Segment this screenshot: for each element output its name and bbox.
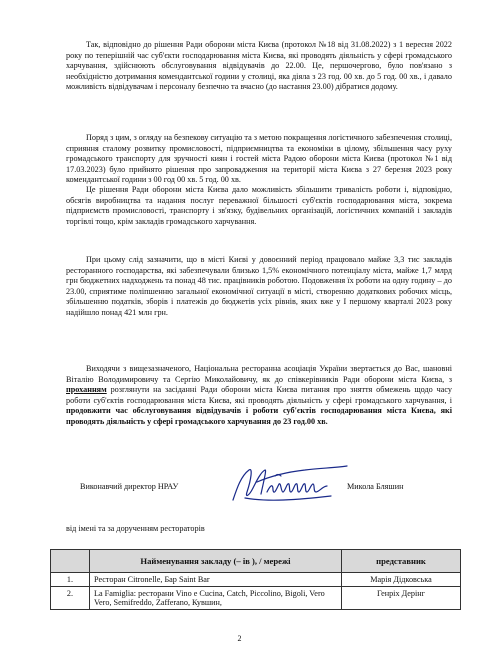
paragraph-restaurant-economics [66,255,452,318]
request-keyword: проханням [66,385,107,394]
establishment-name: Ресторан Citronelle, Бар Saint Bar [90,573,342,587]
paragraph-curfew-change [66,133,452,186]
representative-name: Генріх Дерінг [342,587,461,610]
table-row [51,587,461,610]
paragraph-text: Так, відповідно до рішення Ради оборони міста Києва (протокол №18 від 31.08.2022) з 1 вересня 2022 року по теперішній час суб'єкти господарювання міста Києва, які проводять діяльність у сфері громадського харчування, здійснюють обслуговування відвідувачів до 22.00. Це, першочергово, було пов'язано з необхідністю дотримання комендантської години у столиці, яка діяла з 23 год. 00 хв. до 5 год. 00 хв., і давало можливість відвідувачам і персоналу безпечно та вчасно (до настання 23.00) дібратися додому. [66,40,452,91]
column-header-number [51,550,90,573]
page-number: 2 [237,634,242,643]
paragraph-text: Це рішення Ради оборони міста Києва дало можливість збільшити тривалість роботи і, відповідно, обсягів виробництва та надання послуг переважної більшості суб'єктів господарювання міста, зокрема підприємств промисловості, транспорту і зв'язку, будівельних організацій, логістичних компаній і закладів торгівлі тощо, крім закладів громадського харчування. [66,185,452,226]
signatory-role: Виконавчий директор НРАУ [80,482,179,491]
row-number: 1. [51,573,90,587]
handwritten-signature [227,462,352,506]
establishment-name: La Famiglia: ресторани Vino e Cucina, Catch, Piccolino, Bigoli, Vero Vero, Semifreddo, Zafferano, Кувшин, [90,587,342,610]
restaurants-table [50,549,461,610]
paragraph-text: Поряд з цим, з огляду на безпекову ситуацію та з метою покращення логістичного забезпечення столиці, сприяння сталому розвитку промисловості, підприємництва та економіки в цілому, збільшення часу руху громадського транспорту для зручності киян і гостей міста Радою оборони міста Києва (протокол №1 від 17.03.2023) було прийнято рішення про запровадження на території міста Києва з 27 березня 2023 року комендантської години з 00 год 00 хв. 5 год. 00 хв. [66,133,452,184]
paragraph-defense-council [66,185,452,227]
table-row [51,573,461,587]
column-header-establishment: Найменування закладу (– ів ), / мережі [90,550,342,573]
representative-name: Марія Дідковська [342,573,461,587]
paragraph-decision-2022 [66,40,452,93]
signatory-name: Микола Бляшин [347,482,404,491]
request-text-bold: продовжити час обслуговування відвідувачів і роботи суб'єктів господарювання міста Києва, які проводять діяльність у сфері громадського харчування до 23 год.00 хв. [66,406,452,426]
request-text-start: Виходячи з вищезазначеного, Національна ресторанна асоціація України звертається до Вас, шановні Віталію Володимировичу та Сергію Миколайовичу, як до співкерівників Ради оборони міста Києва, з [66,364,452,384]
table-header-row [51,550,461,573]
paragraph-text: При цьому слід зазначити, що в місті Києві у довоєнний період працювало майже 3,3 тис закладів ресторанного господарства, які забезпечували близько 1,5% економічного потенціалу міста, майже 1,7 млрд грн бюджетних надходжень та понад 48 тис. працівників роботою. Подовження їх роботи на одну годину – до 23.00, сприятиме поліпшенню загальної економічної ситуації в місті, створенню додаткових робочих місць, збільшенню податків, зборів і платежів до бюджетів усіх рівнів, яких вже у І першому кварталі 2023 року надійшло понад 421 млн грн. [66,255,452,317]
paragraph-request [66,364,452,427]
on-behalf-note: від імені та за дорученням рестораторів [66,524,205,533]
column-header-representative: представник [342,550,461,573]
row-number: 2. [51,587,90,610]
request-text-middle: розглянути на засіданні Ради оборони міста Києва питання про зняття обмежень щодо часу роботи суб'єктів господарювання міста Києва, які проводять діяльність у сфері громадського харчування, і [66,385,452,405]
